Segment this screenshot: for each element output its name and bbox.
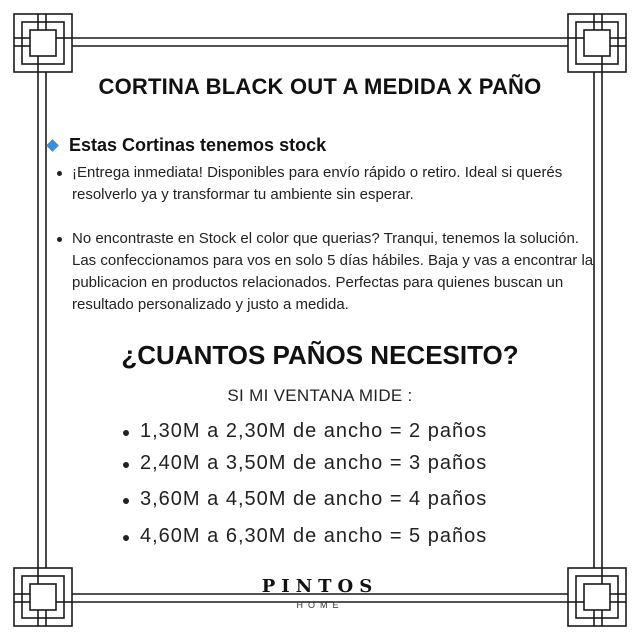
size-item: 2,40M a 3,50M de ancho = 3 paños bbox=[120, 452, 487, 475]
page-title: CORTINA BLACK OUT A MEDIDA X PAÑO bbox=[98, 74, 542, 99]
stock-bullet-list-2 bbox=[54, 228, 594, 316]
diamond-icon bbox=[46, 139, 59, 152]
stock-bullet: No encontraste en Stock el color que querias? Tranqui, tenemos la solución. Las confeccionamos para vos en solo 5 días hábiles. Baja y vas a encontrar la publicacion en productos relacionados. Perfectas para quienes buscan un resultado personalizado y justo a medida. bbox=[54, 228, 594, 316]
stock-heading bbox=[48, 135, 326, 156]
stock-bullet-list-1 bbox=[54, 162, 594, 206]
stock-bullet: ¡Entrega inmediata! Disponibles para envío rápido o retiro. Ideal si querés resolverlo ya y transformar tu ambiente sin esperar. bbox=[54, 162, 594, 206]
brand-logo-sub: HOME bbox=[296, 600, 344, 610]
brand-logo-name: PINTOS bbox=[261, 576, 379, 597]
size-item: 1,30M a 2,30M de ancho = 2 paños bbox=[120, 420, 487, 443]
size-item: 3,60M a 4,50M de ancho = 4 paños bbox=[120, 488, 487, 511]
size-item: 4,60M a 6,30M de ancho = 5 paños bbox=[120, 525, 487, 548]
question-subheading: SI MI VENTANA MIDE : bbox=[227, 386, 413, 405]
question-heading: ¿CUANTOS PAÑOS NECESITO? bbox=[121, 340, 519, 370]
stock-heading-text: Estas Cortinas tenemos stock bbox=[69, 135, 327, 155]
